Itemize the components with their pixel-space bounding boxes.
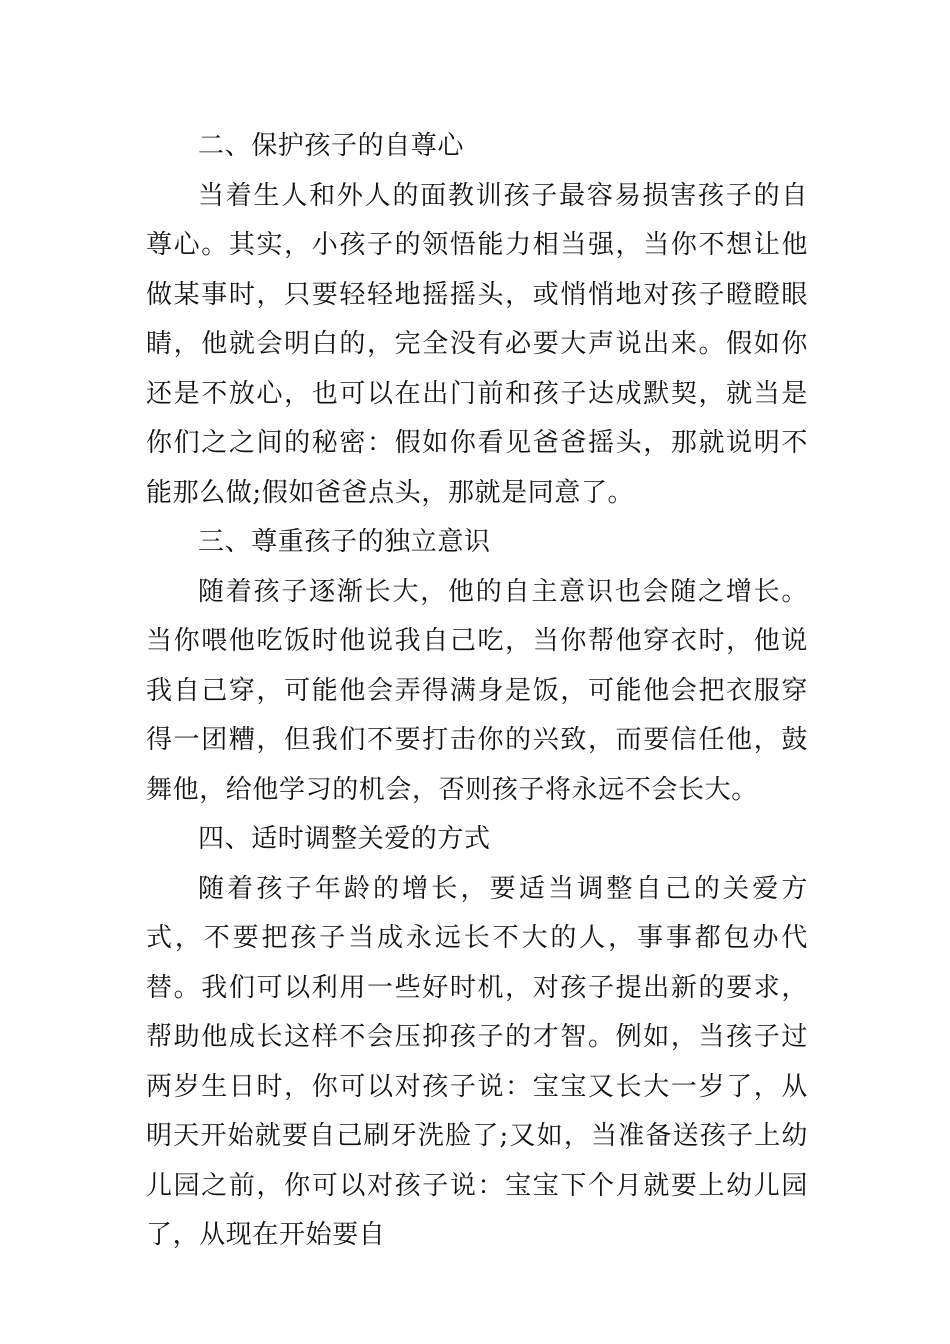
section-heading: 四、适时调整关爱的方式 [198,824,491,854]
document-body [146,122,808,1261]
section-paragraph: 随着孩子逐渐长大，他的自主意识也会随之增长。当你喂他吃饭时他说我自己吃，当你帮他穿衣时，他说我自己穿，可能他会弄得满身是饭，可能他会把衣服穿得一团糟，但我们不要打击你的兴致，而要信任他，鼓舞他，给他学习的机会，否则孩子将永远不会长大。 [146,576,808,805]
section-heading: 二、保护孩子的自尊心 [198,131,465,161]
section-paragraph: 当着生人和外人的面教训孩子最容易损害孩子的自尊心。其实，小孩子的领悟能力相当强，当你不想让他做某事时，只要轻轻地摇摇头，或悄悄地对孩子瞪瞪眼睛，他就会明白的，完全没有必要大声说出来。假如你还是不放心，也可以在出门前和孩子达成默契，就当是你们之之间的秘密：假如你看见爸爸摇头，那就说明不能那么做;假如爸爸点头，那就是同意了。 [146,180,808,508]
section-heading: 三、尊重孩子的独立意识 [198,527,491,557]
section-paragraph: 随着孩子年龄的增长，要适当调整自己的关爱方式，不要把孩子当成永远长不大的人，事事都包办代替。我们可以利用一些好时机，对孩子提出新的要求，帮助他成长这样不会压抑孩子的才智。例如，当孩子过两岁生日时，你可以对孩子说：宝宝又长大一岁了，从明天开始就要自己刷牙洗脸了;又如，当准备送孩子上幼儿园之前，你可以对孩子说：宝宝下个月就要上幼儿园了，从现在开始要自 [146,873,808,1250]
